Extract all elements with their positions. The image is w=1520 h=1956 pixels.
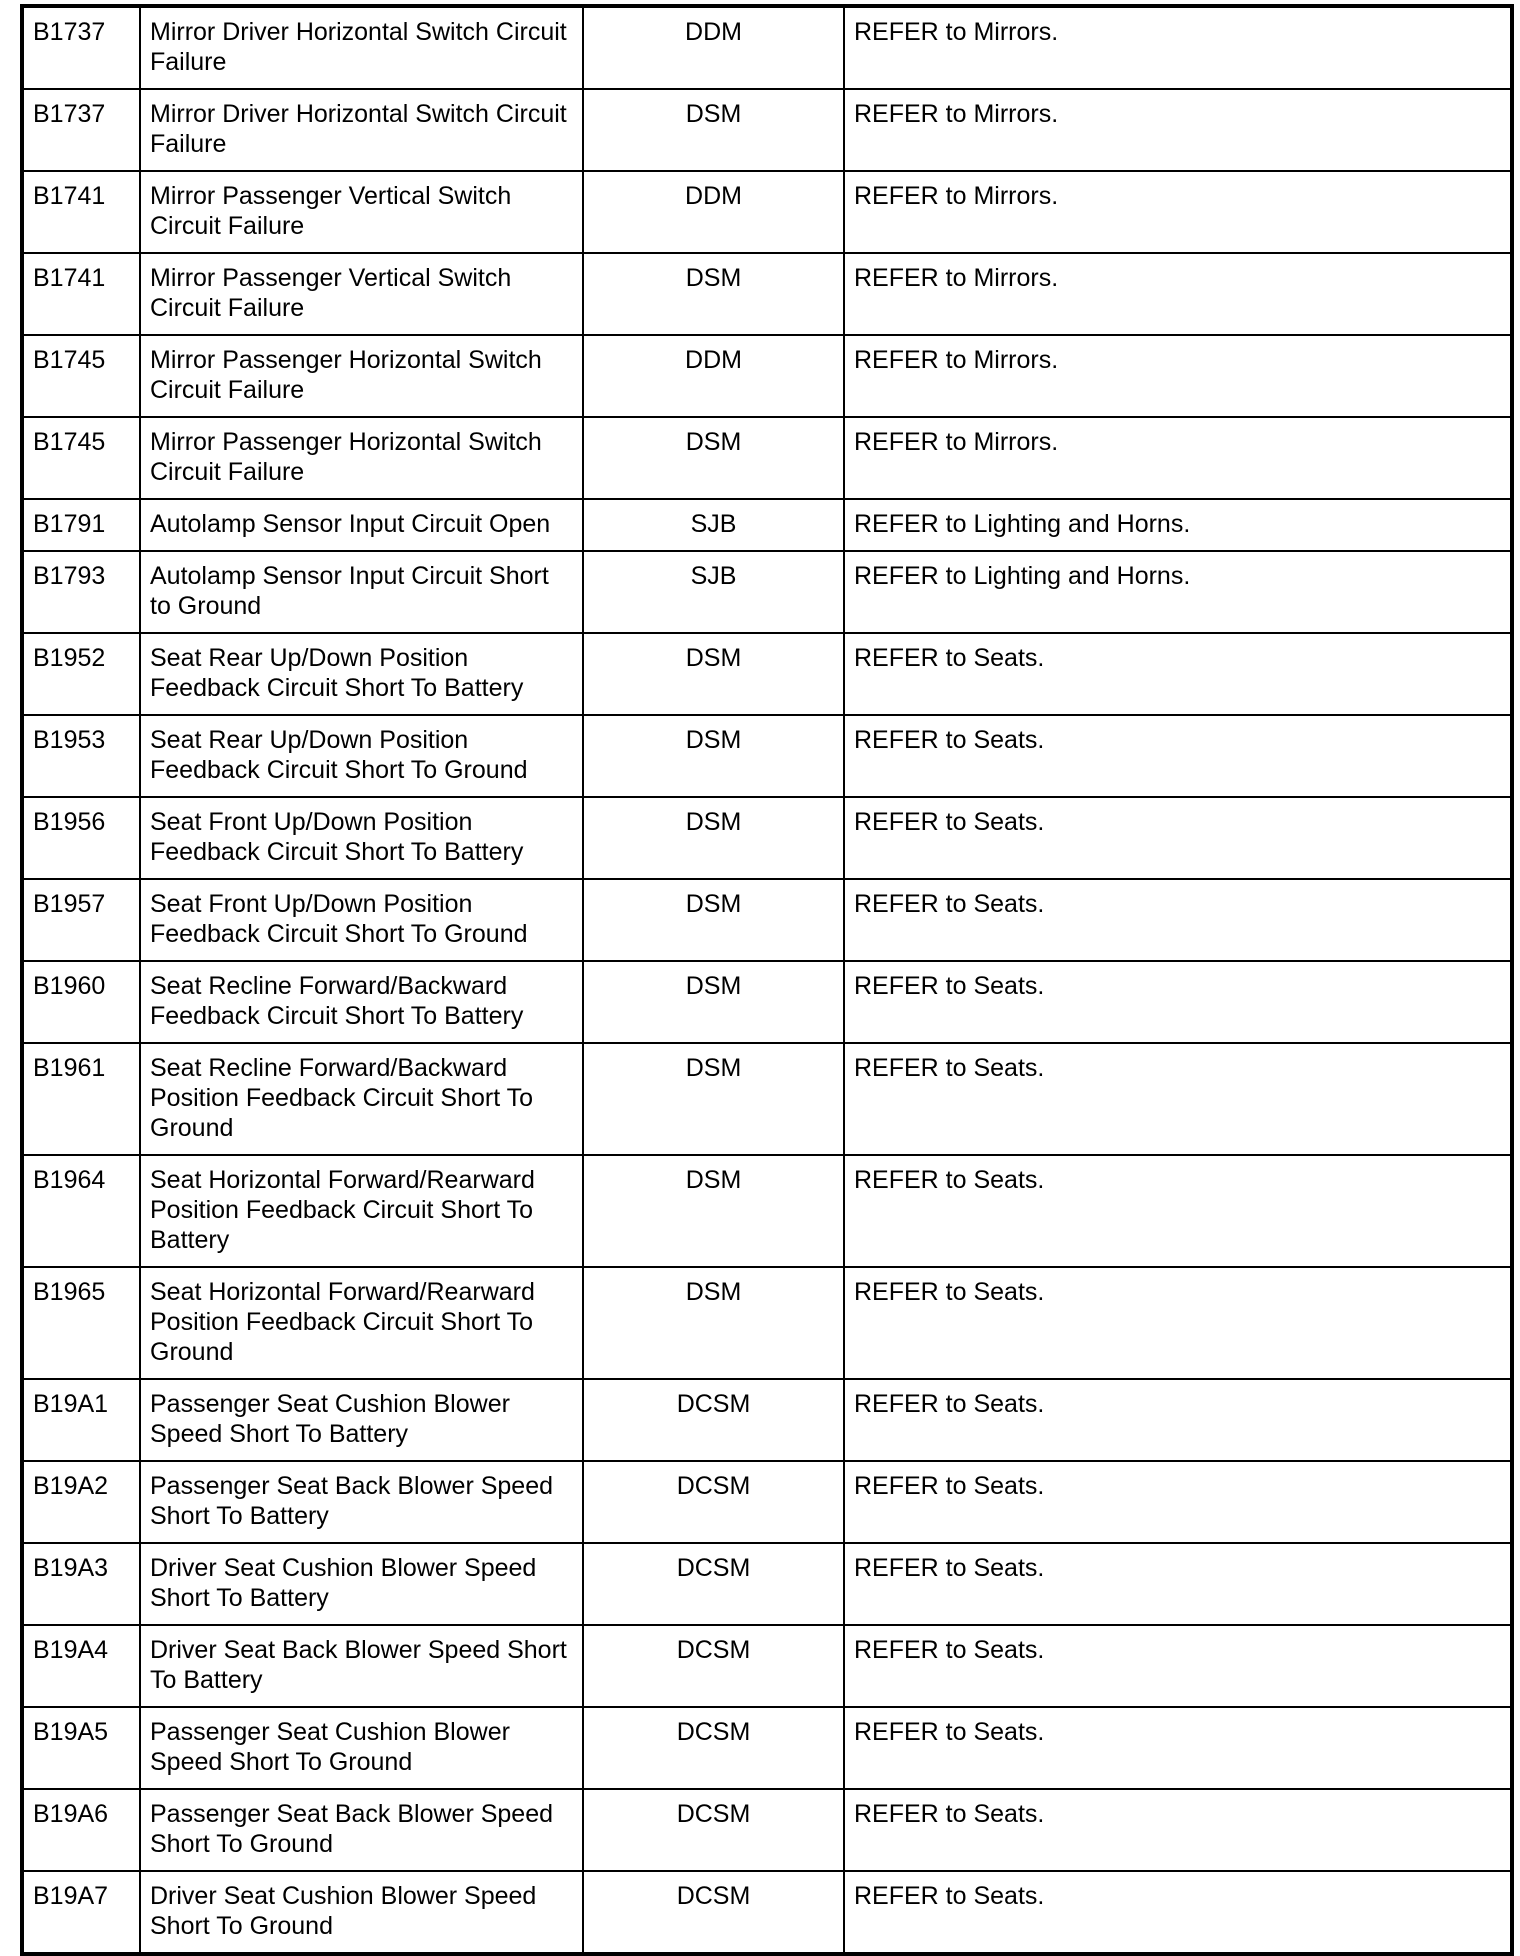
table-row xyxy=(22,1267,1512,1379)
dtc-description: Seat Horizontal Forward/Rearward Position Feedback Circuit Short To Ground xyxy=(140,1267,583,1379)
dtc-description: Mirror Passenger Vertical Switch Circuit Failure xyxy=(140,253,583,335)
table-row xyxy=(22,1707,1512,1789)
table-row xyxy=(22,633,1512,715)
table-row xyxy=(22,1625,1512,1707)
dtc-module: DDM xyxy=(583,171,844,253)
dtc-module: DCSM xyxy=(583,1707,844,1789)
dtc-code: B19A1 xyxy=(22,1379,140,1461)
dtc-code: B1953 xyxy=(22,715,140,797)
dtc-module: DCSM xyxy=(583,1789,844,1871)
dtc-action: REFER to Mirrors. xyxy=(844,253,1512,335)
dtc-code: B1737 xyxy=(22,6,140,89)
dtc-action: REFER to Seats. xyxy=(844,1625,1512,1707)
table-row xyxy=(22,1461,1512,1543)
dtc-description: Mirror Passenger Horizontal Switch Circuit Failure xyxy=(140,335,583,417)
table-row xyxy=(22,499,1512,551)
dtc-action: REFER to Mirrors. xyxy=(844,6,1512,89)
table-row xyxy=(22,961,1512,1043)
dtc-module: DCSM xyxy=(583,1461,844,1543)
dtc-code: B1956 xyxy=(22,797,140,879)
dtc-action: REFER to Seats. xyxy=(844,1461,1512,1543)
table-row xyxy=(22,171,1512,253)
dtc-code: B1960 xyxy=(22,961,140,1043)
dtc-module: DCSM xyxy=(583,1871,844,1954)
dtc-action: REFER to Seats. xyxy=(844,1707,1512,1789)
dtc-description: Seat Horizontal Forward/Rearward Position Feedback Circuit Short To Battery xyxy=(140,1155,583,1267)
dtc-description: Seat Front Up/Down Position Feedback Circuit Short To Ground xyxy=(140,879,583,961)
dtc-module: DDM xyxy=(583,6,844,89)
dtc-description: Driver Seat Cushion Blower Speed Short To Battery xyxy=(140,1543,583,1625)
dtc-action: REFER to Mirrors. xyxy=(844,417,1512,499)
dtc-action: REFER to Seats. xyxy=(844,715,1512,797)
dtc-action: REFER to Seats. xyxy=(844,1155,1512,1267)
dtc-module: DCSM xyxy=(583,1379,844,1461)
dtc-code: B19A4 xyxy=(22,1625,140,1707)
dtc-description: Seat Front Up/Down Position Feedback Circuit Short To Battery xyxy=(140,797,583,879)
dtc-module: DDM xyxy=(583,335,844,417)
dtc-code: B1952 xyxy=(22,633,140,715)
dtc-table-body xyxy=(22,6,1512,1954)
dtc-action: REFER to Mirrors. xyxy=(844,89,1512,171)
dtc-action: REFER to Seats. xyxy=(844,879,1512,961)
dtc-action: REFER to Seats. xyxy=(844,1789,1512,1871)
dtc-description: Passenger Seat Back Blower Speed Short To Battery xyxy=(140,1461,583,1543)
dtc-description: Mirror Driver Horizontal Switch Circuit Failure xyxy=(140,6,583,89)
dtc-description: Autolamp Sensor Input Circuit Short to Ground xyxy=(140,551,583,633)
dtc-module: DSM xyxy=(583,633,844,715)
dtc-description: Seat Rear Up/Down Position Feedback Circuit Short To Battery xyxy=(140,633,583,715)
dtc-action: REFER to Seats. xyxy=(844,1267,1512,1379)
dtc-code: B1793 xyxy=(22,551,140,633)
dtc-description: Mirror Driver Horizontal Switch Circuit Failure xyxy=(140,89,583,171)
table-row xyxy=(22,335,1512,417)
table-row xyxy=(22,253,1512,335)
dtc-module: DSM xyxy=(583,89,844,171)
dtc-code: B19A7 xyxy=(22,1871,140,1954)
dtc-code: B19A3 xyxy=(22,1543,140,1625)
table-row xyxy=(22,1043,1512,1155)
table-row xyxy=(22,1871,1512,1954)
table-row xyxy=(22,89,1512,171)
dtc-code: B1964 xyxy=(22,1155,140,1267)
dtc-action: REFER to Seats. xyxy=(844,797,1512,879)
dtc-description: Passenger Seat Cushion Blower Speed Short To Battery xyxy=(140,1379,583,1461)
dtc-action: REFER to Seats. xyxy=(844,961,1512,1043)
dtc-action: REFER to Mirrors. xyxy=(844,171,1512,253)
dtc-code: B19A2 xyxy=(22,1461,140,1543)
dtc-code: B1737 xyxy=(22,89,140,171)
dtc-description: Passenger Seat Back Blower Speed Short To Ground xyxy=(140,1789,583,1871)
dtc-module: DSM xyxy=(583,417,844,499)
dtc-module: SJB xyxy=(583,499,844,551)
dtc-module: DCSM xyxy=(583,1625,844,1707)
dtc-code: B1957 xyxy=(22,879,140,961)
dtc-code: B1741 xyxy=(22,171,140,253)
dtc-code: B1741 xyxy=(22,253,140,335)
dtc-description: Driver Seat Back Blower Speed Short To Battery xyxy=(140,1625,583,1707)
dtc-module: DSM xyxy=(583,1155,844,1267)
dtc-module: DSM xyxy=(583,1267,844,1379)
table-row xyxy=(22,1155,1512,1267)
table-row xyxy=(22,1379,1512,1461)
dtc-module: DSM xyxy=(583,715,844,797)
dtc-description: Seat Recline Forward/Backward Feedback Circuit Short To Battery xyxy=(140,961,583,1043)
dtc-code: B1745 xyxy=(22,417,140,499)
dtc-action: REFER to Seats. xyxy=(844,1043,1512,1155)
dtc-description: Passenger Seat Cushion Blower Speed Short To Ground xyxy=(140,1707,583,1789)
dtc-description: Mirror Passenger Horizontal Switch Circuit Failure xyxy=(140,417,583,499)
dtc-action: REFER to Seats. xyxy=(844,1871,1512,1954)
dtc-module: SJB xyxy=(583,551,844,633)
table-row xyxy=(22,1789,1512,1871)
dtc-table xyxy=(20,4,1514,1956)
dtc-description: Mirror Passenger Vertical Switch Circuit Failure xyxy=(140,171,583,253)
dtc-module: DSM xyxy=(583,879,844,961)
dtc-action: REFER to Lighting and Horns. xyxy=(844,499,1512,551)
table-row xyxy=(22,551,1512,633)
table-row xyxy=(22,879,1512,961)
dtc-module: DSM xyxy=(583,961,844,1043)
dtc-code: B1791 xyxy=(22,499,140,551)
dtc-code: B19A5 xyxy=(22,1707,140,1789)
table-row xyxy=(22,715,1512,797)
dtc-module: DSM xyxy=(583,253,844,335)
dtc-code: B19A6 xyxy=(22,1789,140,1871)
dtc-action: REFER to Seats. xyxy=(844,1543,1512,1625)
dtc-description: Autolamp Sensor Input Circuit Open xyxy=(140,499,583,551)
table-row xyxy=(22,417,1512,499)
table-row xyxy=(22,797,1512,879)
dtc-code: B1745 xyxy=(22,335,140,417)
dtc-code: B1961 xyxy=(22,1043,140,1155)
dtc-description: Driver Seat Cushion Blower Speed Short To Ground xyxy=(140,1871,583,1954)
dtc-module: DSM xyxy=(583,1043,844,1155)
dtc-action: REFER to Seats. xyxy=(844,633,1512,715)
dtc-module: DCSM xyxy=(583,1543,844,1625)
dtc-description: Seat Rear Up/Down Position Feedback Circuit Short To Ground xyxy=(140,715,583,797)
dtc-action: REFER to Seats. xyxy=(844,1379,1512,1461)
table-row xyxy=(22,1543,1512,1625)
dtc-code: B1965 xyxy=(22,1267,140,1379)
table-row xyxy=(22,6,1512,89)
dtc-description: Seat Recline Forward/Backward Position Feedback Circuit Short To Ground xyxy=(140,1043,583,1155)
dtc-action: REFER to Lighting and Horns. xyxy=(844,551,1512,633)
dtc-action: REFER to Mirrors. xyxy=(844,335,1512,417)
dtc-module: DSM xyxy=(583,797,844,879)
